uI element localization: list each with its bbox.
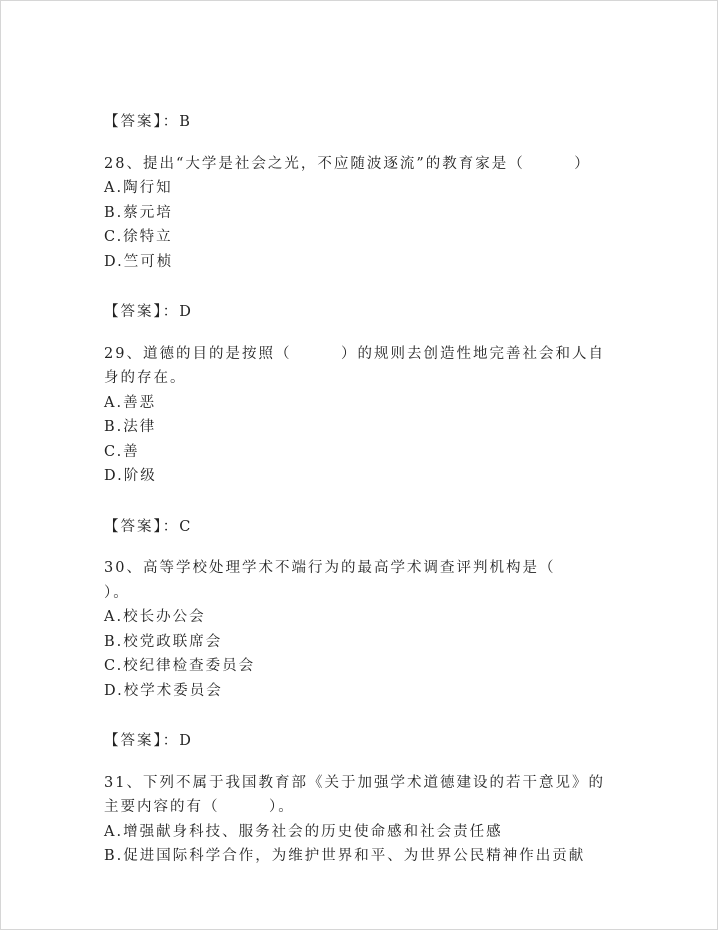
question-28-option-a: A.陶行知 (104, 180, 173, 196)
question-28-stem: 28、提出“大学是社会之光，不应随波逐流”的教育家是（ ） (104, 155, 591, 172)
document-content (104, 110, 624, 869)
question-29-option-a: A.善恶 (104, 394, 157, 411)
question-30-option-b: B.校党政联席会 (104, 633, 223, 650)
answer-line: 【答案】：D (104, 733, 193, 749)
answer-line: 【答案】：D (104, 304, 193, 320)
question-31-stem-line-2: 主要内容的有（ ）。 (104, 799, 295, 815)
question-29-stem-line-2: 身的存在。 (104, 370, 187, 386)
question-31-option-a: A.增强献身科技、服务社会的历史使命感和社会责任感 (104, 823, 503, 840)
question-30-stem-line-1: 30、高等学校处理学术不端行为的最高学术调查评判机构是（ (104, 560, 556, 576)
question-28-option-b: B.蔡元培 (104, 204, 173, 221)
question-28-option-c: C.徐特立 (104, 229, 173, 245)
question-29-stem-line-1: 29、道德的目的是按照（ ）的规则去创造性地完善社会和人自 (104, 345, 605, 362)
question-30-option-c: C.校纪律检查委员会 (104, 658, 256, 674)
question-31-option-b: B.促进国际科学合作，为维护世界和平、为世界公民精神作出贡献 (104, 848, 586, 864)
question-29-option-d: D.阶级 (104, 468, 157, 484)
question-29-option-c: C.善 (104, 443, 140, 460)
question-31-stem-line-1: 31、下列不属于我国教育部《关于加强学术道德建设的若干意见》的 (104, 774, 605, 791)
question-30-option-d: D.校学术委员会 (104, 682, 223, 699)
question-29-option-b: B.法律 (104, 419, 157, 435)
answer-line: 【答案】：B (104, 114, 192, 130)
question-30-stem-line-2: ）。 (104, 584, 130, 601)
question-28-option-d: D.竺可桢 (104, 253, 174, 270)
answer-line: 【答案】：C (104, 518, 193, 535)
question-30-option-a: A.校长办公会 (104, 609, 206, 625)
